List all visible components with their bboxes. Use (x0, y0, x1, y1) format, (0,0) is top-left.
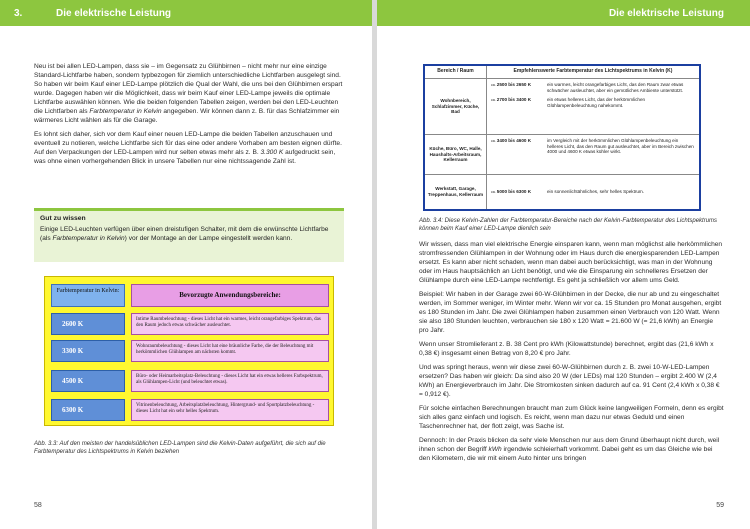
table-row (425, 135, 699, 175)
right-page (377, 0, 750, 529)
paragraph: Wenn unser Stromlieferant z. B. 38 Cent pro kWh (Kilowattstunde) berechnet, ergibt das (21,6 kWh x 0,38 €) insgesamt einen Betrag von 8,20 € pro Jahr. (419, 341, 714, 357)
recommendation-cell (487, 175, 699, 209)
kelvin-usage-description: Büro- oder Heimarbeitsplatz-Beleuchtung - dieses Licht hat ein etwas helleres Farbspektrum, als Glühlampen-Licht (und beleuchtet etwas). (131, 370, 329, 392)
kelvin-table-row (51, 313, 329, 335)
page-number: 58 (34, 502, 42, 509)
kelvin-usage-description: Wohnraumbeleuchtung - dieses Licht hat eine bräunliche Farbe, die der Beleuchtung mit herkömmlichen Glühlampen am nächsten kommt. (131, 340, 329, 362)
color-temperature-table (423, 64, 701, 211)
recommendation-cell (487, 135, 699, 174)
info-box-title: Gut zu wissen (40, 215, 86, 222)
chapter-title: Die elektrische Leistung (608, 7, 724, 19)
italic-term: kWh (488, 446, 502, 453)
left-body-text (34, 62, 344, 171)
page-number: 59 (716, 502, 724, 509)
info-box (34, 208, 344, 262)
recommendation-cell (487, 79, 699, 134)
italic-term: 3.300 K (260, 149, 284, 156)
chapter-title: Die elektrische Leistung (56, 7, 172, 19)
figure-caption: Abb. 3.3: Auf den meisten der handelsüblichen LED-Lampen sind die Kelvin-Daten aufgeführt, die sich auf die Farbtemperatur des Lichtspektrums in Kelvin beziehen (34, 441, 326, 456)
kelvin-usage-description: Vitrinenbeleuchtung, Arbeitsplatzbeleuchtung, Hintergrund- und Sportplatzbeleuchtung - dieses Licht hat ein sehr helles Spektrum. (131, 399, 329, 421)
range-line (491, 138, 695, 155)
range-description: ein sonnenlichtähnliches, sehr helles Spektrum. (547, 188, 645, 194)
right-body-text (419, 240, 724, 468)
kelvin-table-header-usage: Bevorzugte Anwendungsbereiche: (131, 284, 329, 307)
chapter-header-bar (377, 0, 750, 26)
info-box-text: Einige LED-Leuchten verfügen über einen dreistufigen Schalter, mit dem die erwünschte Lichtfarbe (als Farbtemperatur in Kelvin) vor der Montage an der Lampe eingestellt werden kann. (40, 226, 329, 242)
italic-term: Farbtemperatur in Kelvin (89, 108, 162, 115)
paragraph: Es lohnt sich daher, sich vor dem Kauf einer neuen LED-Lampe die beiden Tabellen anzuschauen und eventuell zu notieren, welche Lichtfarbe sich für das eine oder andere Vorhaben am besten eignen dürfte. Auf den Verpackungen der LED-Lampen wird nur selten etwas mehr als z. B. 3.300 K aufgedruckt sein, was ohne einen vorhergehenden Blick in unsere Tabellen nur eine nichtssagende Zahl ist. (34, 131, 342, 165)
kelvin-value: 6300 K (51, 399, 125, 421)
kelvin-range: ca. 3400 bis 4600 K (491, 138, 532, 143)
chapter-header-bar (0, 0, 372, 26)
kelvin-range: ca. 2700 bis 3400 K (491, 97, 532, 103)
table-row (425, 175, 699, 209)
range-description: ein etwas helleres Licht, das der herkömmlichen Glühlampenbeleuchtung nahekommt. (547, 97, 646, 108)
paragraph: Beispiel: Wir haben in der Garage zwei 60-W-Glühbirnen in der Decke, die nur ab und zu eingeschaltet werden, im Sommer weniger, im Winter mehr. Wenn wir vor ca. 15 Stunden pro Monat ausgehen, ergibt es 180 Stunden im Jahr. Die zwei Glühlampen haben zusammen einen Verbrauch von 120 Watt. Wenn sie also 180 Stunden leuchten, verbrauchen sie 180 x 120 Watt = 21.600 W (= 21,6 kWh) an Energie pro Jahr. (419, 291, 722, 334)
figure-caption: Abb. 3.4: Diese Kelvin-Zahlen der Farbtemperatur-Bereiche nach der Kelvin-Farbtemperatur des Lichtspektrums können beim Kauf einer LED-Lampe dienlich sein (419, 218, 718, 233)
kelvin-range: ca. 2500 bis 2650 K (491, 82, 532, 87)
range-line (491, 97, 695, 108)
kelvin-usage-description: Intime Raumbeleuchtung - dieses Licht hat ein warmes, leicht orangefarbiges Spektrum, das den Raum jedoch etwas schwächer ausleuchtet. (131, 313, 329, 335)
table-header-recommendation: Empfehlenswerte Farbtemperatur des Lichtspektrums in Kelvin (K) (513, 68, 673, 75)
paragraph: Für solche einfachen Berechnungen braucht man zum Glück keine langweiligen Formeln, denn es ergibt sich alles ganz einfach und logisch. Es reicht, wenn man dazu nur etwas Geduld und einen Taschenrechner hat, der flott zeigt, was Sache ist. (419, 405, 724, 430)
kelvin-value: 2600 K (51, 313, 125, 335)
paragraph: Neu ist bei allen LED-Lampen, dass sie – im Gegensatz zu Glühbirnen – nicht mehr nur eine einzige Standard-Lichtfarbe haben, sondern typbezogen für ziemlich unterschiedliche Lichtfarben ausgelegt sind. So haben wir beim Kauf einer LED-Lampe plötzlich die Qual der Wahl, die uns bei den Glühbirnen erspart wurde. Dagegen haben wir die Möglichkeit, dass wir beim Kauf einer LED-Lampe jeweils die optimale Lichtfarbe auswählen können. Wie die beiden folgenden Tabellen zeigen, werden bei den LED-Leuchten die Lichtfarben als Farbtemperatur in Kelvin angegeben. Wir können dann z. B. für das Schlafzimmer ein wärmeres Licht wählen als für die Garage. (34, 63, 343, 124)
area-cell: Wohnbereich, Schlafzimmer, Küche, Bad (425, 79, 487, 134)
area-cell: Küche, Büro, WC, Halle, Haushalts-Arbeitsraum, Kellerraum (425, 135, 487, 174)
chapter-number: 3. (14, 7, 23, 19)
paragraph: Wir wissen, dass man viel elektrische Energie einsparen kann, wenn man möglichst alle herkömmlichen stromfressenden Glühlampen in der Wohnung oder im Haus durch die energiesparenden LED-Lampen ersetzt. Es kann aber nicht schaden, wenn man dabei auch berücksichtigt, was man in der Wohnung oder im Haus hauptsächlich an Licht benötigt, und wie die Einsparung ein schnelleres Ersetzen der Glühlampe durch eine LED-Lampe rechtfertigt. Es geht ja schließlich vor allem ums Geld. (419, 241, 723, 284)
paragraph: Dennoch: In der Praxis blicken da sehr viele Menschen nur aus dem Grund überhaupt nicht durch, weil ihnen schon der Begriff kWh irgendwie schleierhaft vorkommt. Dabei geht es um das Gleiche wie bei den Kilometern, die wir mit einem Auto hinter uns bringen (419, 437, 720, 462)
table-row (425, 79, 699, 135)
table-header (425, 66, 699, 79)
kelvin-table-row (51, 370, 329, 392)
italic-term: Farbtemperatur in Kelvin (52, 235, 125, 242)
left-page (0, 0, 372, 529)
area-cell: Werkstatt, Garage, Treppenhaus, Kellerraum (425, 175, 487, 209)
kelvin-table-figure (44, 276, 334, 426)
range-line (491, 189, 644, 196)
kelvin-table-header-temperature: Farbtemperatur in Kelvin: (51, 284, 125, 307)
table-header-area: Bereich / Raum (425, 66, 487, 78)
kelvin-table-row (51, 340, 329, 362)
kelvin-value: 4500 K (51, 370, 125, 392)
range-description: ein warmes, leicht orangefarbiges Licht, das den Raum zwar etwas schwächer ausleuchtet, aber ein gemütliches Ambiente unterstützt. (547, 82, 684, 93)
kelvin-value: 3300 K (51, 340, 125, 362)
kelvin-range: ca. 5000 bis 6300 K (491, 188, 532, 194)
kelvin-table-row (51, 399, 329, 421)
range-line (491, 82, 695, 93)
range-description: im Vergleich mit der herkömmlichen Glühlampenbeleuchtung ein helleres Licht, das den Raum gut ausleuchtet, aber im Bereich zwischen 4000 und 4600 K etwas kühler wirkt. (547, 138, 694, 155)
paragraph: Und was springt heraus, wenn wir diese zwei 60-W-Glühbirnen durch z. B. zwei 10-W-LED-Lampen ersetzen? Das haben wir gleich: Da sind also 20 W (der LEDs) mal 120 Stunden – ergibt 2.400 W (2,4 kWh) an Energieverbrauch im Jahr. Die Stromkosten sinken dadurch auf ca. 91 Cent (2,4 kWh x 0,38 € = 0,912 €). (419, 364, 720, 398)
